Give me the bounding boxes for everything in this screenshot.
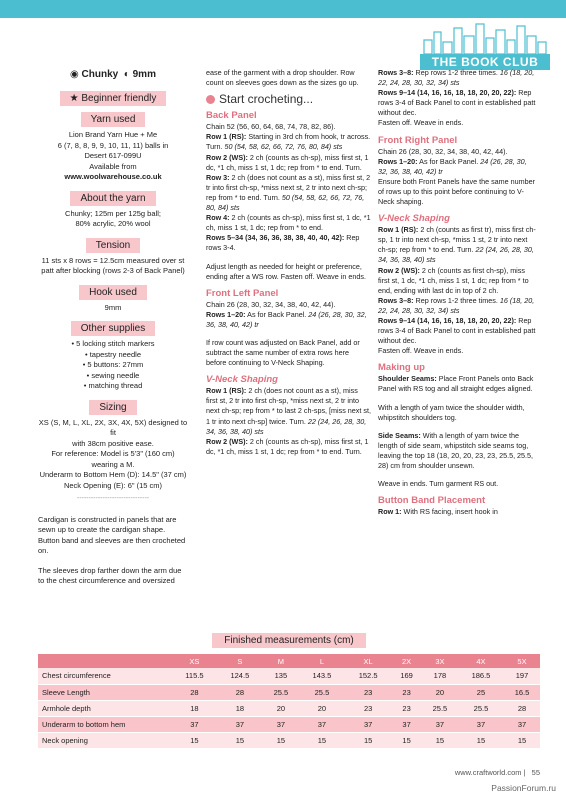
table-cell: 37 — [299, 716, 345, 732]
top-color-bar — [0, 0, 566, 18]
instruction: Rows 5–34 (34, 36, 36, 38, 38, 40, 40, 42): Rep rows 3-4. — [206, 233, 360, 253]
instruction: Row 4: 2 ch (counts as ch-sp), miss first st, 1 dc, *1 ch, miss 1 st, 1 dc; rep from * to end. — [206, 213, 371, 233]
section-title: Other supplies — [71, 321, 155, 336]
table-cell: 186.5 — [458, 668, 504, 684]
table-cell: 152.5 — [345, 668, 391, 684]
text-line: patt after blocking (rows 2-3 of Back Panel) — [41, 266, 185, 275]
table-cell: 143.5 — [299, 668, 345, 684]
instruction: Fasten off. Weave in ends. — [378, 118, 464, 128]
table-cell: 15 — [391, 732, 422, 748]
yarn-used-section — [38, 109, 188, 183]
table-cell: 23 — [391, 700, 422, 716]
hook-size-label: 9mm — [132, 69, 156, 80]
table-cell: 15 — [217, 732, 263, 748]
city-skyline-icon — [420, 22, 550, 54]
page-number: 55 — [531, 768, 540, 777]
row-label: Underarm to bottom hem — [38, 716, 172, 732]
text-line: with 38cm positive ease. — [72, 438, 154, 448]
table-cell: 20 — [299, 700, 345, 716]
pattern-column-2 — [206, 68, 371, 457]
table-cell: 37 — [458, 716, 504, 732]
about-yarn-section — [38, 188, 188, 230]
sidebar-info — [38, 68, 188, 596]
instruction: Chain 52 (56, 60, 64, 68, 74, 78, 82, 86). — [206, 122, 336, 132]
table-cell: 18 — [217, 700, 263, 716]
table-cell: 15 — [172, 732, 217, 748]
table-cell: 15 — [458, 732, 504, 748]
text-line: 9mm — [104, 302, 122, 312]
instruction: Row 3: 2 ch (does not count as a st), miss first st, 2 tr into first ch-sp, *miss next st, 2 tr into next ch-sp; rep from * to end. Turn. 50 (54, 58, 62, 66, 72, 76, 80, 84) sts — [206, 172, 371, 213]
bullet-dot-icon — [206, 95, 215, 104]
level-label: Beginner friendly — [81, 93, 157, 104]
paragraph: Cardigan is constructed in panels that are sewn up to create the cardigan shape. Button band and sleeves are then crocheted on. — [38, 514, 186, 555]
sizing-section — [38, 397, 188, 505]
table-cell: 25.5 — [458, 700, 504, 716]
list-item: • tapestry needle — [38, 350, 188, 361]
text-line: wearing a M. — [91, 459, 135, 469]
instruction: Row 1 (RS): 2 ch (counts as first tr), miss first ch-sp, 1 tr into next ch-sp, *miss 1 st, 2 tr into next ch-sp; rep from * to end. Turn. 22 (24, 26, 28, 30, 34, 36, 38, 40) sts — [378, 225, 536, 265]
size-header-cell: XS — [172, 654, 217, 668]
table-cell: 28 — [504, 700, 540, 716]
instruction: Row 1 (RS): 2 ch (does not count as a st), miss first st, 2 tr into first ch-sp, *miss next st, 2 tr into next ch-sp; rep from * to last 2 ch-sps, [miss next st, 1 tr into next ch-sp] twice. Turn. 22 (24, 26, 28, 30, 34, 36, 38, 40) sts — [206, 386, 371, 436]
size-header-cell: 5X — [504, 654, 540, 668]
paragraph: Ensure both Front Panels have the same number of rows up to this point before continuing to V-Neck shaping. — [378, 176, 536, 207]
start-label: Start crocheting... — [219, 92, 314, 107]
table-cell: 37 — [422, 716, 458, 732]
table-cell: 18 — [172, 700, 217, 716]
weight-label: Chunky — [81, 69, 119, 80]
table-row — [38, 684, 540, 700]
table-cell: 169 — [391, 668, 422, 684]
table-cell: 197 — [504, 668, 540, 684]
table-cell: 37 — [345, 716, 391, 732]
supplies-section — [38, 318, 188, 392]
table-cell: 135 — [263, 668, 299, 684]
size-header-cell: 3X — [422, 654, 458, 668]
instruction: Rows 1–20: As for Back Panel. 24 (26, 28, 30, 32, 36, 38, 40, 42) tr — [378, 156, 527, 176]
table-cell: 16.5 — [504, 684, 540, 700]
text-line: Underarm to Bottom Hem (D): 14.5" (37 cm) — [39, 470, 187, 479]
list-item: • 5 locking stitch markers — [38, 339, 188, 350]
paragraph: If row count was adjusted on Back Panel, add or subtract the same number of extra rows here before continuing to V-Neck Shaping. — [206, 337, 360, 368]
instruction: Rows 9–14 (14, 16, 16, 18, 18, 20, 20, 22): Rep rows 3-4 of Back Panel to cont in established patt without dec. — [378, 88, 536, 118]
text-line: 11 sts x 8 rows = 12.5cm measured over st — [41, 255, 185, 265]
instruction: Shoulder Seams: Place Front Panels onto Back Panel with RS tog and all straight edges aligned. — [378, 374, 534, 394]
table-cell: 37 — [391, 716, 422, 732]
measurements-section — [38, 630, 540, 749]
hook-icon: ◐ — [123, 69, 130, 80]
paragraph: Adjust length as needed for height or preference, ending after a WS row. Fasten off. Weave in ends. — [206, 261, 366, 281]
paragraph: The sleeves drop farther down the arm due to the chest circumference and oversized — [38, 565, 182, 585]
table-cell: 37 — [504, 716, 540, 732]
intro-text — [38, 515, 188, 587]
start-heading — [206, 92, 371, 107]
page-footer: www.craftworld.com | 55 — [454, 768, 540, 777]
table-row — [38, 716, 540, 732]
instruction: Chain 26 (28, 30, 32, 34, 38, 40, 42, 44). — [378, 146, 508, 156]
paragraph: With a length of yarn twice the shoulder width, whipstitch shoulders tog. — [378, 402, 525, 422]
instruction: Row 2 (WS): 2 ch (counts as ch-sp), miss first st, 1 dc, *1 ch, miss 1 st, 1 dc; rep from * to end. Turn. — [206, 152, 369, 172]
table-cell: 23 — [391, 684, 422, 700]
row-label: Armhole depth — [38, 700, 172, 716]
row-label: Neck opening — [38, 732, 172, 748]
back-panel-heading: Back Panel — [206, 110, 257, 122]
instruction: Row 1: With RS facing, insert hook in — [378, 507, 498, 517]
instruction: Rows 1–20: As for Back Panel. 24 (26, 28, 30, 32, 36, 38, 40, 42) tr — [206, 309, 367, 329]
text-line: Neck Opening (E): 6" (15 cm) — [63, 480, 163, 490]
measurements-title: Finished measurements (cm) — [212, 633, 365, 648]
list-item: • 5 buttons: 27mm — [38, 360, 188, 371]
table-row — [38, 668, 540, 684]
row-label: Chest circumference — [38, 668, 172, 684]
table-cell: 23 — [345, 684, 391, 700]
section-title: Hook used — [79, 285, 147, 300]
instruction: Row 2 (WS): 2 ch (counts as ch-sp), miss first st, 1 dc, *1 ch, miss 1 st, 1 dc; rep from * to end. Turn. — [206, 436, 369, 456]
v-neck-heading: V-Neck Shaping — [206, 374, 278, 386]
v-neck-heading: V-Neck Shaping — [378, 213, 450, 225]
pattern-column-3 — [378, 68, 536, 517]
weight-hook-row — [38, 68, 188, 82]
measurements-table — [38, 654, 540, 749]
table-cell: 178 — [422, 668, 458, 684]
text-line: 80% acrylic, 20% wool — [75, 219, 151, 228]
tension-section — [38, 235, 188, 277]
instruction: Chain 26 (28, 30, 32, 34, 38, 40, 42, 44). — [206, 299, 336, 309]
table-cell: 15 — [299, 732, 345, 748]
size-header-cell: 4X — [458, 654, 504, 668]
row-label: Sleeve Length — [38, 684, 172, 700]
table-cell: 124.5 — [217, 668, 263, 684]
table-cell: 20 — [263, 700, 299, 716]
level-badge — [60, 91, 167, 106]
size-header-cell: M — [263, 654, 299, 668]
instruction: Row 2 (WS): 2 ch (counts as first ch-sp), miss first st, 1 dc, *1 ch, miss 1 st, 1 dc; rep from * to end, ending with last dc in top of 2 ch. — [378, 265, 529, 295]
table-cell: 20 — [422, 684, 458, 700]
text-line: Available from — [89, 161, 137, 171]
instruction: Fasten off. Weave in ends. — [378, 346, 464, 356]
yarn-ball-icon: ◉ — [70, 69, 79, 80]
section-title: Yarn used — [81, 112, 146, 127]
book-club-logo — [420, 22, 550, 70]
table-cell: 15 — [422, 732, 458, 748]
table-header-row — [38, 654, 540, 668]
hook-section — [38, 282, 188, 314]
table-cell: 25 — [458, 684, 504, 700]
star-icon: ★ — [69, 93, 79, 104]
header-cell-blank — [38, 654, 172, 668]
text-line: Desert 617-099U — [84, 151, 142, 160]
table-cell: 28 — [217, 684, 263, 700]
making-up-heading: Making up — [378, 362, 425, 374]
list-item: • matching thread — [38, 381, 188, 392]
table-cell: 25.5 — [299, 684, 345, 700]
list-item: • sewing needle — [38, 371, 188, 382]
table-row — [38, 732, 540, 748]
size-header-cell: S — [217, 654, 263, 668]
supplier-link[interactable]: www.woolwarehouse.co.uk — [64, 172, 162, 181]
text-line: Lion Brand Yarn Hue + Me — [68, 130, 158, 139]
watermark: PassionForum.ru — [491, 783, 556, 793]
table-cell: 115.5 — [172, 668, 217, 684]
instruction: Row 1 (RS): Starting in 3rd ch from hook, tr across. Turn. 50 (54, 58, 62, 66, 72, 76, 80, 84) sts — [206, 132, 371, 152]
size-header-cell: 2X — [391, 654, 422, 668]
table-cell: 25.5 — [263, 684, 299, 700]
divider: ------------------------------- — [76, 495, 150, 502]
front-left-heading: Front Left Panel — [206, 287, 279, 299]
table-cell: 23 — [345, 700, 391, 716]
size-header-cell: L — [299, 654, 345, 668]
text-line: For reference: Model is 5'3" (160 cm) — [51, 449, 175, 458]
paragraph: Weave in ends. Turn garment RS out. — [378, 479, 499, 489]
button-band-heading: Button Band Placement — [378, 495, 486, 507]
table-row — [38, 700, 540, 716]
size-header-cell: XL — [345, 654, 391, 668]
table-cell: 37 — [217, 716, 263, 732]
instruction: Rows 3–8: Rep rows 1-2 three times. 16 (18, 20, 22, 24, 28, 30, 32, 34) sts — [378, 295, 535, 315]
table-cell: 28 — [172, 684, 217, 700]
instruction: Rows 3–8: Rep rows 1-2 three times. 16 (18, 20, 22, 24, 28, 30, 32, 34) sts — [378, 68, 535, 88]
front-right-heading: Front Right Panel — [378, 134, 458, 146]
table-cell: 15 — [345, 732, 391, 748]
text-line: 6 (7, 8, 8, 9, 9, 10, 11, 11) balls in — [57, 140, 169, 150]
text-line: Chunky; 125m per 125g ball; — [65, 208, 161, 218]
site-url[interactable]: www.craftworld.com — [454, 768, 522, 777]
text-line: XS (S, M, L, XL, 2X, 3X, 4X, 5X) designed to fit — [38, 417, 188, 437]
instruction: Rows 9–14 (14, 16, 16, 18, 18, 20, 20, 22): Rep rows 3-4 of Back Panel to cont in established patt without dec. — [378, 315, 536, 346]
section-title: Sizing — [89, 400, 136, 415]
paragraph: ease of the garment with a drop shoulder. Row count on sleeves goes down as the sizes go up. — [206, 68, 359, 88]
table-cell: 15 — [504, 732, 540, 748]
table-cell: 25.5 — [422, 700, 458, 716]
section-title: Tension — [86, 238, 140, 253]
table-cell: 37 — [172, 716, 217, 732]
section-title: About the yarn — [70, 191, 155, 206]
book-club-title: THE BOOK CLUB — [420, 54, 550, 70]
table-cell: 37 — [263, 716, 299, 732]
table-cell: 15 — [263, 732, 299, 748]
instruction: Side Seams: With a length of yarn twice the length of side seam, whipstitch side seams tog, leaving the top 18 (18, 20, 20, 23, 23, 25.5, 25.5, 28) cm from shoulder unsewn. — [378, 430, 534, 470]
